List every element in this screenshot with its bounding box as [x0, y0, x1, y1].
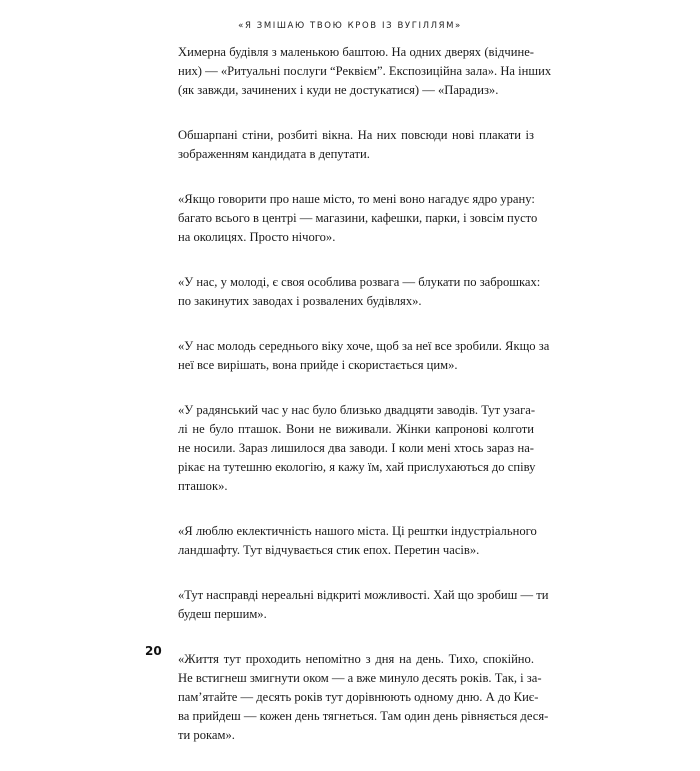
paragraph — [178, 337, 550, 375]
text-line: (як завжди, зачинених і куди не достукатися) — «Парадиз». — [178, 83, 499, 97]
text-line: багато всього в центрі — магазини, кафешки, парки, і зовсім пусто — [178, 211, 538, 225]
text-line: «У радянський час у нас було близько двадцяти заводів. Тут узага- — [178, 403, 536, 417]
text-line: «Життя тут проходить непомітно з дня на день. Тихо, спокійно. — [178, 652, 534, 666]
page-number: 20 — [145, 644, 162, 658]
paragraph — [178, 586, 549, 624]
text-line: пам’ятайте — десять років тут дорівнюють одному дню. А до Киє- — [178, 690, 539, 704]
text-line: на околицях. Просто нічого». — [178, 230, 336, 244]
body-text — [178, 43, 552, 771]
text-line: «Я люблю еклектичність нашого міста. Ці рештки індустріального — [178, 524, 537, 538]
text-line: неї все вирішать, вона прийде і скористається цим». — [178, 358, 458, 372]
text-line: по закинутих заводах і розвалених будівлях». — [178, 294, 422, 308]
text-line: Химерна будівля з маленькою баштою. На одних дверях (відчине- — [178, 45, 534, 59]
text-line: Обшарпані стіни, розбиті вікна. На них повсюди нові плакати із — [178, 128, 534, 142]
text-line: лі не було пташок. Вони не виживали. Жінки капронові колготи — [178, 422, 534, 436]
text-line: «Якщо говорити про наше місто, то мені воно нагадує ядро урану: — [178, 192, 535, 206]
text-line: «У нас, у молоді, є своя особлива розвага — блукати по заброшках: — [178, 275, 541, 289]
text-line: них) — «Ритуальні послуги “Реквієм”. Експозиційна зала». На інших — [178, 64, 552, 78]
running-head: «Я ЗМІШАЮ ТВОЮ КРОВ ІЗ ВУГІЛЛЯМ» — [238, 21, 462, 31]
text-line: ти рокам». — [178, 728, 235, 742]
text-line: ва прийдеш — кожен день тягнеться. Там один день рівняється деся- — [178, 709, 549, 723]
text-line: Не встигнеш змигнути оком — а вже минуло десять років. Так, і за- — [178, 671, 542, 685]
text-line: не носили. Зараз лишилося два заводи. І коли мені хтось зараз на- — [178, 441, 534, 455]
text-line: «У нас молодь середнього віку хоче, щоб за неї все зробили. Якщо за — [178, 339, 550, 353]
paragraph — [178, 273, 541, 311]
text-line: рікає на тутешню екологію, я кажу їм, хай прислухаються до співу — [178, 460, 536, 474]
paragraph — [178, 522, 537, 560]
text-line: зображенням кандидата в депутати. — [178, 147, 370, 161]
text-line: ландшафту. Тут відчувається стик епох. Перетин часів». — [178, 543, 480, 557]
paragraph — [178, 43, 552, 100]
text-line: пташок». — [178, 479, 228, 493]
text-line: будеш першим». — [178, 607, 267, 621]
text-line: «Тут насправді нереальні відкриті можливості. Хай що зробиш — ти — [178, 588, 549, 602]
paragraph — [178, 401, 534, 496]
paragraph — [178, 126, 534, 164]
paragraph — [178, 190, 538, 247]
paragraph — [178, 650, 549, 745]
